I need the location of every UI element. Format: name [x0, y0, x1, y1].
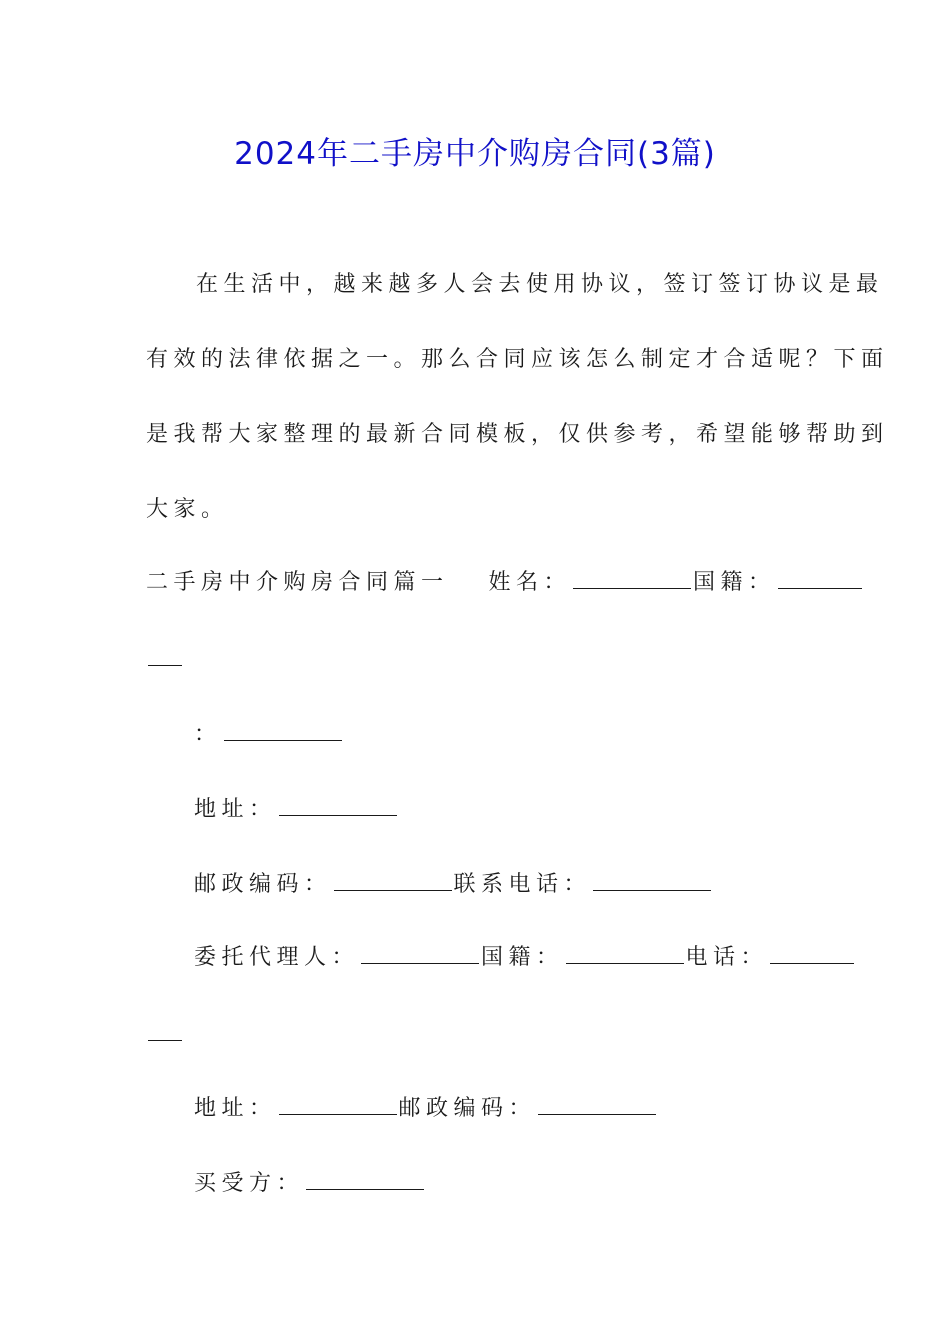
colon-blank — [224, 722, 342, 741]
postcode2-blank — [538, 1096, 656, 1115]
postcode2-label: 邮政编码： — [398, 1096, 537, 1121]
postcode-label: 邮政编码： — [194, 872, 332, 897]
buyer-blank — [306, 1171, 424, 1190]
agent-nationality-label: 国籍： — [481, 945, 564, 970]
form-row-buyer — [194, 1169, 426, 1199]
nationality-blank-continued — [148, 647, 182, 666]
form-row-address-2 — [194, 1094, 658, 1124]
contact-phone-blank — [593, 872, 711, 891]
address-label: 地址： — [194, 797, 277, 822]
form-row-wrap-2 — [146, 1020, 184, 1050]
buyer-label: 买受方： — [194, 1171, 305, 1196]
document-title: 2024年二手房中介购房合同(3篇) — [234, 136, 716, 172]
nationality-label: 国籍： — [693, 570, 776, 595]
agent-label: 委托代理人： — [194, 945, 360, 970]
form-row-postcode — [194, 870, 713, 900]
phone-blank — [770, 945, 854, 964]
intro-line-1: 在生活中，越来越多人会去使用协议，签订签订协议是最 — [196, 272, 884, 297]
intro-line-2: 有效的法律依据之一。那么合同应该怎么制定才合适呢？下面 — [146, 347, 889, 372]
name-label: 姓名： — [488, 570, 572, 595]
phone-label: 电话： — [685, 945, 769, 970]
address2-label: 地址： — [194, 1096, 277, 1121]
form-row-agent — [194, 943, 856, 973]
form-row-colon — [194, 720, 344, 750]
agent-blank — [361, 945, 479, 964]
phone-blank-continued — [148, 1022, 182, 1041]
address-blank — [279, 797, 397, 816]
address2-blank — [279, 1096, 397, 1115]
form-row-section — [146, 568, 864, 598]
form-row-wrap-1 — [146, 645, 184, 675]
contact-phone-label: 联系电话： — [453, 872, 592, 897]
postcode-blank — [334, 872, 452, 891]
nationality-blank — [778, 570, 862, 589]
name-blank — [573, 570, 691, 589]
section-heading: 二手房中介购房合同篇一 — [146, 570, 449, 595]
intro-line-3: 是我帮大家整理的最新合同模板，仅供参考，希望能够帮助到 — [146, 422, 889, 447]
colon-label: ： — [194, 722, 222, 747]
intro-line-4: 大家。 — [146, 497, 229, 522]
form-row-address — [194, 795, 399, 825]
agent-nationality-blank — [566, 945, 684, 964]
